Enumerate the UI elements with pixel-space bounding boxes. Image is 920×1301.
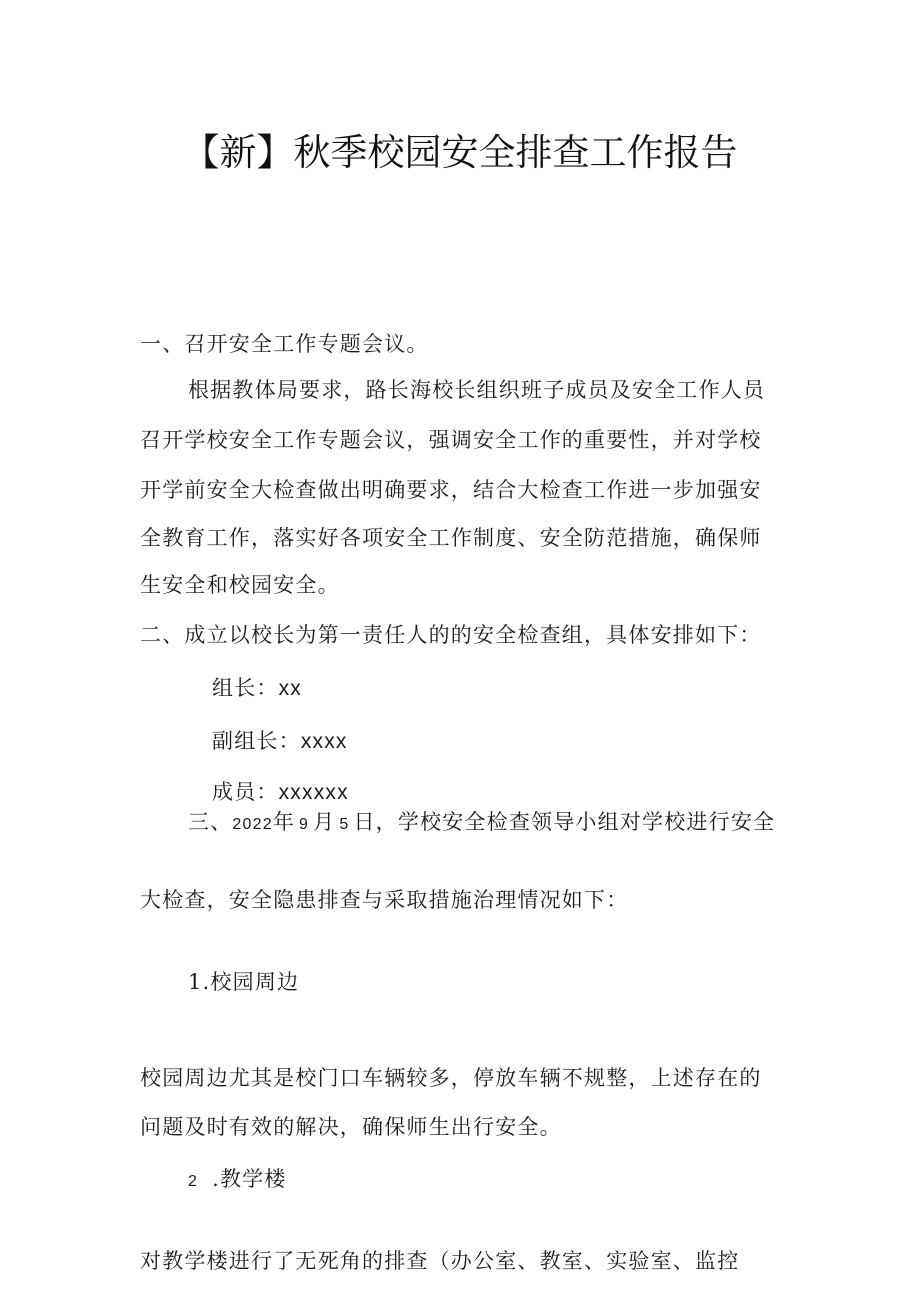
group-members-label: 成员： [212, 780, 279, 804]
section1-heading: 一、召开安全工作专题会议。 [140, 332, 429, 356]
section3-month: 9 [299, 816, 310, 833]
section3-line-1 [188, 807, 775, 840]
item2-body-line-1: 对教学楼进行了无死角的排查（办公室、教室、实验室、监控 [140, 1249, 740, 1273]
item1-body-line-2: 问题及时有效的解决，确保师生出行安全。 [140, 1115, 562, 1139]
section1-body-line-3: 开学前安全大检查做出明确要求，结合大检查工作进一步加强安 [140, 478, 762, 502]
section1-body-line-2: 召开学校安全工作专题会议，强调安全工作的重要性，并对学校 [140, 428, 762, 452]
section3-prefix: 三、 [188, 810, 233, 834]
item2-heading: .教学楼 [212, 1167, 287, 1191]
section2-heading: 二、成立以校长为第一责任人的的安全检查组，具体安排如下： [140, 623, 762, 647]
item2-number: 2 [188, 1173, 199, 1190]
section3-rest: 日，学校安全检查领导小组对学校进行安全 [353, 810, 776, 834]
document-title: 【新】秋季校园安全排查工作报告 [182, 131, 738, 174]
section3-day: 5 [339, 816, 350, 833]
item2-heading-line [188, 1164, 287, 1197]
item1-heading: 1.校园周边 [188, 970, 300, 994]
group-deputy-label: 副组长： [212, 729, 301, 753]
section3-line-2: 大检查，安全隐患排查与采取措施治理情况如下： [140, 888, 629, 912]
section3-year-unit: 年 [272, 810, 296, 834]
group-members-value: xxxxxx [278, 781, 349, 804]
section1-body-line-1: 根据教体局要求，路长海校长组织班子成员及安全工作人员 [188, 378, 766, 402]
group-leader-line [212, 673, 302, 704]
group-leader-label: 组长： [212, 676, 279, 700]
group-deputy-line [212, 726, 348, 757]
item1-body-line-1: 校园周边尤其是校门口车辆较多，停放车辆不规整，上述存在的 [140, 1066, 762, 1090]
section3-year: 2022 [232, 816, 273, 833]
group-leader-value: xx [278, 677, 303, 700]
group-members-line [212, 777, 349, 808]
group-deputy-value: xxxx [300, 730, 348, 753]
section3-month-unit: 月 [313, 810, 336, 834]
section1-body-line-5: 生安全和校园安全。 [140, 573, 340, 597]
section1-body-line-4: 全教育工作，落实好各项安全工作制度、安全防范措施，确保师 [140, 526, 762, 550]
